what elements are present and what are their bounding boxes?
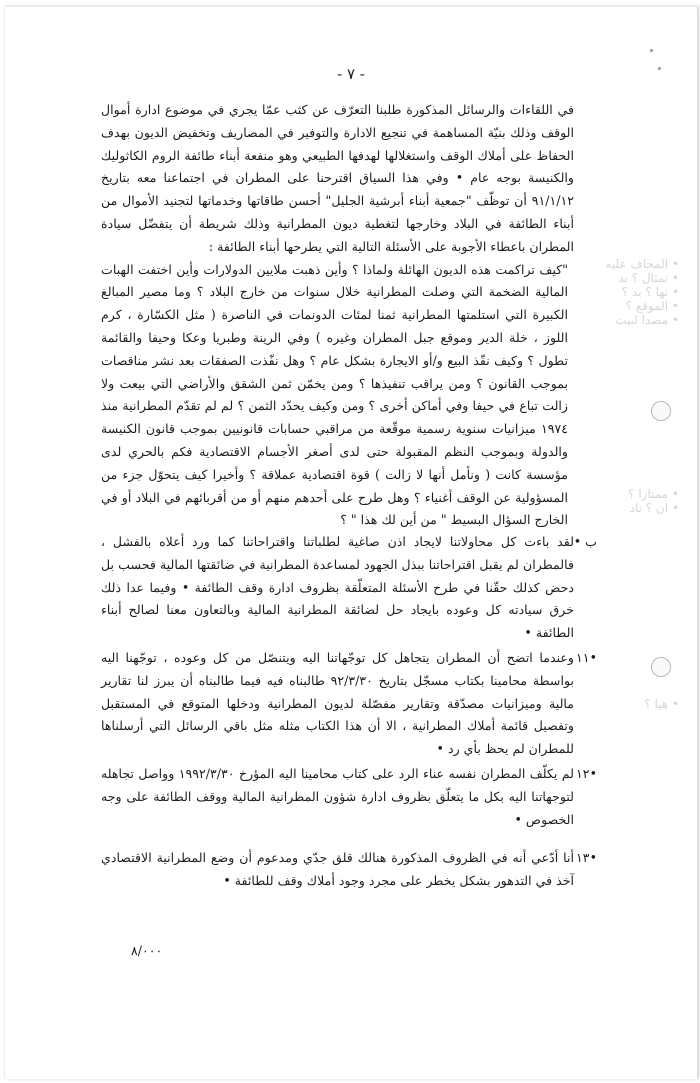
item-13-marker: •١٣ — [576, 850, 597, 865]
document-page — [4, 6, 697, 1079]
intro-paragraph — [101, 99, 574, 532]
item-11-marker: •١١ — [576, 650, 597, 665]
item-b-paragraph: لقد باءت كل محاولاتنا لايجاد اذن صاغية لطلباتنا واقتراحاتنا كما ورد أعلاه بالفشل ، فالمطران لم يقبل اقتراحاتنا ببذل الجهود لمساعدة المطرانية في ضائقتها المالية فحسب بل دحض كذلك حقّنا في طرح الأسئلة المتعلّقة بظروف ادارة وقف الطائفة • وفيما عدا ذلك خرق سيادته كل وعوده بايجاد حل لضائقة المطرانية المالية وبالتعاون معنا لصالح أبناء الطائفة • — [101, 534, 574, 641]
bleed-through-text: • المحاف عليه • تمثال ؟ بد • نها ؟ بد ؟ • الموقع ؟ • مصدا لبيت — [605, 257, 679, 327]
item-12-marker: •١٢ — [576, 766, 597, 781]
punch-hole — [651, 657, 671, 677]
page-number: - ٧ - — [337, 65, 365, 83]
bleed-through-text: • ممتازا ؟ • ان ؟ ناد — [628, 487, 679, 515]
intro-text: في اللقاءات والرسائل المذكورة طلبنا التعرّف عن كثب عمّا يجري في موضوع ادارة أموال الوقف وذلك بنيّة المساهمة في تنجيع الادارة والتوفير في المصاريف وتخفيض الديون بهدف الحفاظ على أملاك الوقف واستغلالها لهدفها الطبيعي وهو منفعة أبناء طائفة الروم الكاثوليك والكنيسة بوجه عام • وفي هذا السياق اقترحنا على المطران في اجتماعنا معه بتاريخ ٩١/١/١٢ أن توظّف "جمعية أبناء أبرشية الجليل" أحسن طاقاتها وخدماتها لتجنيد الأموال من أبناء الطائفة في البلاد وخارجها لتغطية ديون المطرانية وذلك شريطة أن يتفضّل سيادة المطران باعطاء الأجوبة على الأسئلة التالية التي يطرحها أبناء الطائفة : — [101, 102, 574, 254]
item-12-paragraph: لم يكلّف المطران نفسه عناء الرد على كتاب محامينا اليه المؤرخ ١٩٩٢/٣/٣٠ وواصل تجاهله لتوجهاتنا اليه بكل ما يتعلّق بظروف ادارة شؤون المطرانية المالية ووقف الطائفة على وجه الخصوص • — [101, 766, 574, 827]
punch-hole — [651, 401, 671, 421]
item-b-marker: ب • — [573, 534, 597, 549]
item-13-paragraph: أنا أدّعي أنه في الظروف المذكورة هنالك قلق جدّي ومدعوم أن وضع المطرانية الاقتصادي آخذ في التدهور بشكل يخطر على مجرد وجود أملاك وقف للطائفة • — [101, 850, 574, 888]
item-11-paragraph: وعندما اتضح أن المطران يتجاهل كل توجّهاتنا اليه ويتنصّل من كل وعوده ، توجّهنا اليه بواسطة محامينا بكتاب مسجّل بتاريخ ٩٢/٣/٣٠ طالبناه فيه فيما طالبناه أن يبرز لنا تقارير مالية وميزانيات مصدّقة وتقارير مفصّلة لديون المطرانية ودخلها المتوقع في المستقبل وتفصيل قائمة أملاك المطرانية ، الا أن هذا الكتاب مثله مثل باقي الرسائل التي أرسلناها للمطران لم يحظ بأي رد • — [101, 650, 574, 757]
continuation-marker: ٨/٠٠٠ — [131, 943, 163, 958]
questions-quote: "كيف تراكمت هذه الديون الهائلة ولماذا ؟ وأين ذهبت ملايين الدولارات وأين اختفت الهبات المالية الضخمة التي وصلت المطرانية خلال سنوات من خارج البلاد ؟ وما مصير المبالغ الكبيرة التي استلمتها المطرانية ثمنا لمئات الدونمات في الناصرة ( مثل الكسّارة ، كرم اللوز ، خلة الدير وموقع جبل المطران وغيره ) وفي الرينة وطبريا وعكا وحيفا والقائمة تطول ؟ وكيف نفّذ البيع و/أو الايجارة بشكل عام ؟ وهل نفّذت الصفقات بعد نشر مناقصات بموجب القانون ؟ ومن يراقب تنفيذها ؟ ومن يخمّن ثمن الشقق والأراضي التي بيعت ولا زالت تباع في حيفا وفي أماكن أخرى ؟ ومن وكيف يحدّد الثمن ؟ لم لم تقدّم المطرانية منذ ١٩٧٤ ميزانيات سنوية رسمية موقّعة من مراقبي حسابات قانونيين بموجب قانون الكنيسة والدولة وبموجب النظم المقبولة حتى لدى أصغر الأجسام الاقتصادية فكم بالحري لدى مؤسسة كانت ( ونأمل أنها لا زالت ) قوة اقتصادية عملاقة ؟ وأخيرا كيف يتحوّل جزء من المسؤولية عن الوقف أغنياء ؟ وهل طرح على أحدهم منهم أو من أقربائهم في البلاد أو في الخارج السؤال البسيط " من أين لك هذا " ؟ — [101, 261, 568, 528]
bleed-through-text: • هيا ؟ — [644, 697, 679, 711]
scan-speck — [650, 49, 653, 52]
